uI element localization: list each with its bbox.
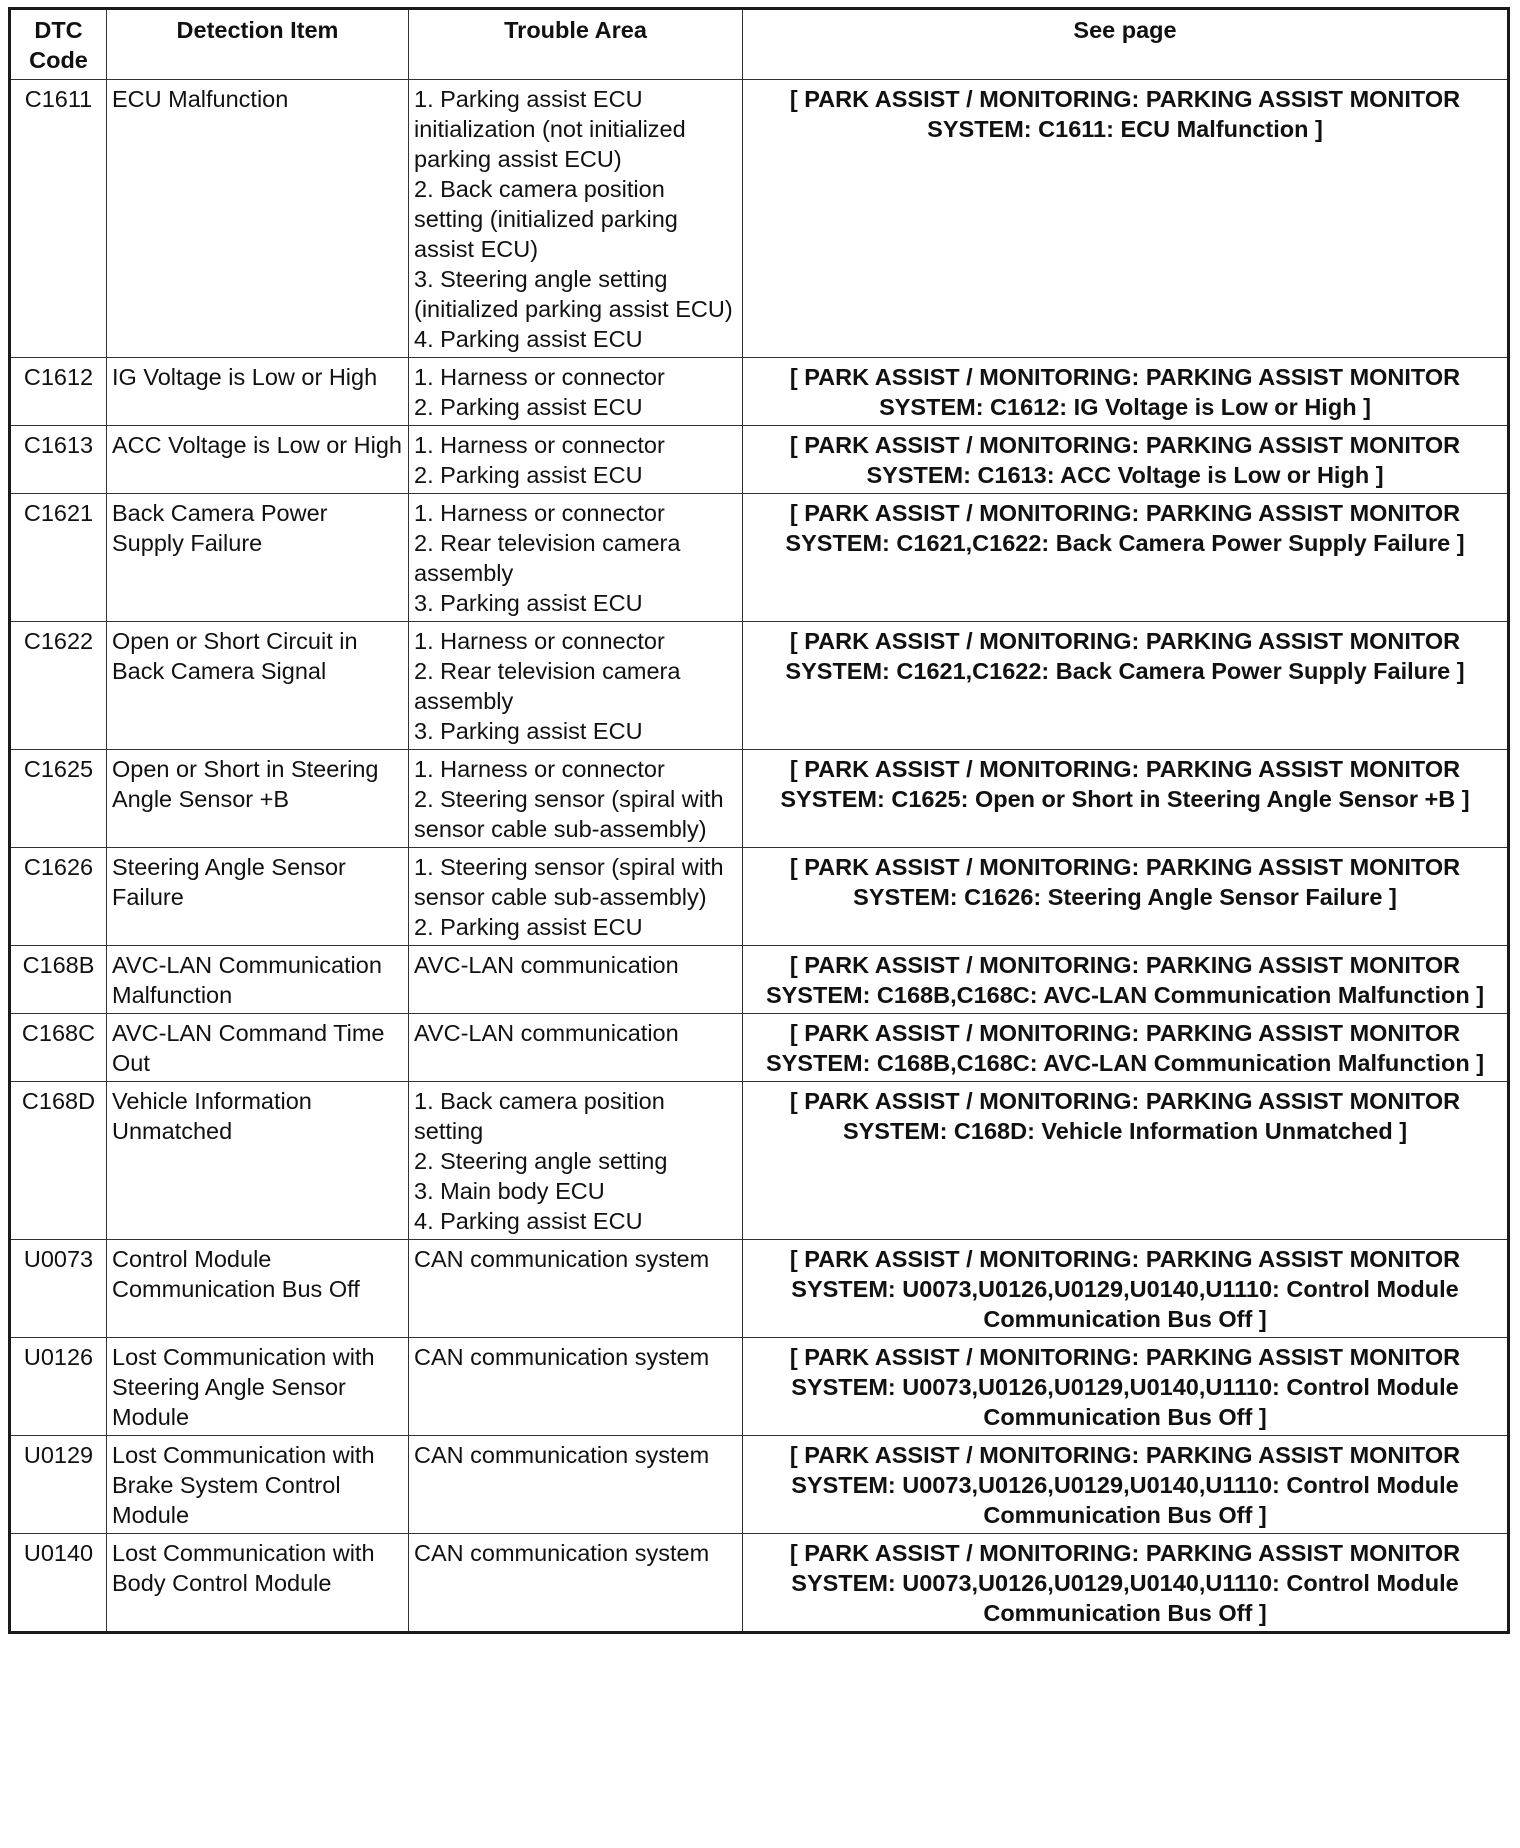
table-row <box>10 358 1509 426</box>
trouble-area <box>409 1338 743 1436</box>
table-row <box>10 80 1509 358</box>
trouble-area-line: 2. Parking assist ECU <box>414 394 643 420</box>
header-dtc-code: DTC Code <box>10 9 107 80</box>
dtc-code: C1622 <box>10 622 107 750</box>
trouble-area-line: 2. Rear television camera assembly <box>414 530 681 586</box>
see-page-link[interactable]: [ PARK ASSIST / MONITORING: PARKING ASSIST MONITOR SYSTEM: C168B,C168C: AVC-LAN Communication Malfunction ] <box>765 952 1485 1008</box>
dtc-code: C168C <box>10 1014 107 1082</box>
see-page-cell <box>743 1534 1509 1633</box>
dtc-code: C1612 <box>10 358 107 426</box>
see-page-cell <box>743 1338 1509 1436</box>
header-trouble-area: Trouble Area <box>409 9 743 80</box>
trouble-area-line: CAN communication system <box>414 1540 710 1566</box>
trouble-area-line: CAN communication system <box>414 1344 710 1370</box>
see-page-cell <box>743 1436 1509 1534</box>
trouble-area-line: 2. Parking assist ECU <box>414 914 643 940</box>
table-row <box>10 1436 1509 1534</box>
table-row <box>10 1014 1509 1082</box>
detection-item: Open or Short in Steering Angle Sensor +B <box>107 750 409 848</box>
table-row <box>10 1082 1509 1240</box>
trouble-area <box>409 622 743 750</box>
detection-item: Control Module Communication Bus Off <box>107 1240 409 1338</box>
trouble-area-line: 1. Steering sensor (spiral with sensor cable sub-assembly) <box>414 854 724 910</box>
trouble-area-line: AVC-LAN communication <box>414 952 679 978</box>
trouble-area-line: 3. Parking assist ECU <box>414 718 643 744</box>
detection-item: Open or Short Circuit in Back Camera Signal <box>107 622 409 750</box>
trouble-area-line: CAN communication system <box>414 1442 710 1468</box>
see-page-cell <box>743 1014 1509 1082</box>
table-row <box>10 622 1509 750</box>
trouble-area-line: 3. Parking assist ECU <box>414 590 643 616</box>
detection-item: Vehicle Information Unmatched <box>107 1082 409 1240</box>
dtc-code: C1611 <box>10 80 107 358</box>
see-page-link[interactable]: [ PARK ASSIST / MONITORING: PARKING ASSIST MONITOR SYSTEM: U0073,U0126,U0129,U0140,U1110: Control Module Communication Bus Off ] <box>789 1442 1461 1528</box>
table-row <box>10 494 1509 622</box>
trouble-area-line: 1. Harness or connector <box>414 432 665 458</box>
detection-item: Lost Communication with Brake System Control Module <box>107 1436 409 1534</box>
trouble-area-line: 2. Back camera position setting (initialized parking assist ECU) <box>414 176 678 262</box>
see-page-cell <box>743 494 1509 622</box>
dtc-code: U0126 <box>10 1338 107 1436</box>
table-row <box>10 1338 1509 1436</box>
trouble-area <box>409 358 743 426</box>
table-row <box>10 426 1509 494</box>
trouble-area-line: 2. Steering sensor (spiral with sensor cable sub-assembly) <box>414 786 724 842</box>
trouble-area-line: 2. Parking assist ECU <box>414 462 643 488</box>
see-page-link[interactable]: [ PARK ASSIST / MONITORING: PARKING ASSIST MONITOR SYSTEM: C1621,C1622: Back Camera Power Supply Failure ] <box>785 628 1465 684</box>
header-row <box>10 9 1509 80</box>
dtc-code: U0129 <box>10 1436 107 1534</box>
see-page-link[interactable]: [ PARK ASSIST / MONITORING: PARKING ASSIST MONITOR SYSTEM: C1621,C1622: Back Camera Power Supply Failure ] <box>785 500 1465 556</box>
see-page-link[interactable]: [ PARK ASSIST / MONITORING: PARKING ASSIST MONITOR SYSTEM: C1625: Open or Short in Steering Angle Sensor +B ] <box>780 756 1470 812</box>
see-page-cell <box>743 358 1509 426</box>
see-page-cell <box>743 946 1509 1014</box>
dtc-code: C1626 <box>10 848 107 946</box>
detection-item: ECU Malfunction <box>107 80 409 358</box>
see-page-cell <box>743 80 1509 358</box>
trouble-area <box>409 1082 743 1240</box>
see-page-link[interactable]: [ PARK ASSIST / MONITORING: PARKING ASSIST MONITOR SYSTEM: C1626: Steering Angle Sensor Failure ] <box>789 854 1461 910</box>
see-page-link[interactable]: [ PARK ASSIST / MONITORING: PARKING ASSIST MONITOR SYSTEM: C168B,C168C: AVC-LAN Communication Malfunction ] <box>765 1020 1485 1076</box>
detection-item: Lost Communication with Steering Angle Sensor Module <box>107 1338 409 1436</box>
dtc-table <box>8 7 1510 1634</box>
trouble-area-line: AVC-LAN communication <box>414 1020 679 1046</box>
trouble-area <box>409 80 743 358</box>
trouble-area-line: 1. Harness or connector <box>414 756 665 782</box>
trouble-area-line: 1. Harness or connector <box>414 628 665 654</box>
trouble-area-line: 1. Harness or connector <box>414 500 665 526</box>
trouble-area-line: 2. Steering angle setting <box>414 1148 668 1174</box>
trouble-area <box>409 1436 743 1534</box>
detection-item: ACC Voltage is Low or High <box>107 426 409 494</box>
see-page-link[interactable]: [ PARK ASSIST / MONITORING: PARKING ASSIST MONITOR SYSTEM: U0073,U0126,U0129,U0140,U1110: Control Module Communication Bus Off ] <box>789 1344 1461 1430</box>
detection-item: AVC-LAN Communication Malfunction <box>107 946 409 1014</box>
trouble-area-line: 4. Parking assist ECU <box>414 326 643 352</box>
trouble-area-line: 4. Parking assist ECU <box>414 1208 643 1234</box>
header-detection-item: Detection Item <box>107 9 409 80</box>
see-page-link[interactable]: [ PARK ASSIST / MONITORING: PARKING ASSIST MONITOR SYSTEM: C168D: Vehicle Information Unmatched ] <box>789 1088 1461 1144</box>
see-page-cell <box>743 1240 1509 1338</box>
see-page-link[interactable]: [ PARK ASSIST / MONITORING: PARKING ASSIST MONITOR SYSTEM: U0073,U0126,U0129,U0140,U1110: Control Module Communication Bus Off ] <box>789 1540 1461 1626</box>
see-page-cell <box>743 622 1509 750</box>
detection-item: Steering Angle Sensor Failure <box>107 848 409 946</box>
dtc-code: C168D <box>10 1082 107 1240</box>
dtc-table-header <box>10 9 1509 80</box>
dtc-code: U0140 <box>10 1534 107 1633</box>
see-page-link[interactable]: [ PARK ASSIST / MONITORING: PARKING ASSIST MONITOR SYSTEM: C1613: ACC Voltage is Low or High ] <box>789 432 1461 488</box>
trouble-area <box>409 1240 743 1338</box>
trouble-area-line: 2. Rear television camera assembly <box>414 658 681 714</box>
trouble-area-line: 3. Main body ECU <box>414 1178 605 1204</box>
trouble-area-line: 1. Back camera position setting <box>414 1088 665 1144</box>
see-page-cell <box>743 750 1509 848</box>
dtc-code: U0073 <box>10 1240 107 1338</box>
see-page-link[interactable]: [ PARK ASSIST / MONITORING: PARKING ASSIST MONITOR SYSTEM: U0073,U0126,U0129,U0140,U1110: Control Module Communication Bus Off ] <box>789 1246 1461 1332</box>
table-row <box>10 1240 1509 1338</box>
trouble-area <box>409 1534 743 1633</box>
see-page-cell <box>743 848 1509 946</box>
trouble-area-line: CAN communication system <box>414 1246 710 1272</box>
trouble-area-line: 1. Harness or connector <box>414 364 665 390</box>
trouble-area-line: 3. Steering angle setting (initialized parking assist ECU) <box>414 266 733 322</box>
trouble-area-line: 1. Parking assist ECU initialization (not initialized parking assist ECU) <box>414 86 686 172</box>
detection-item: AVC-LAN Command Time Out <box>107 1014 409 1082</box>
table-row <box>10 848 1509 946</box>
trouble-area <box>409 750 743 848</box>
dtc-code: C168B <box>10 946 107 1014</box>
dtc-code: C1613 <box>10 426 107 494</box>
trouble-area <box>409 946 743 1014</box>
see-page-cell <box>743 426 1509 494</box>
table-row <box>10 1534 1509 1633</box>
detection-item: Lost Communication with Body Control Module <box>107 1534 409 1633</box>
dtc-code: C1625 <box>10 750 107 848</box>
trouble-area <box>409 1014 743 1082</box>
dtc-table-body <box>10 80 1509 1633</box>
see-page-link[interactable]: [ PARK ASSIST / MONITORING: PARKING ASSIST MONITOR SYSTEM: C1612: IG Voltage is Low or High ] <box>789 364 1461 420</box>
table-row <box>10 750 1509 848</box>
trouble-area <box>409 426 743 494</box>
dtc-code: C1621 <box>10 494 107 622</box>
trouble-area <box>409 494 743 622</box>
detection-item: IG Voltage is Low or High <box>107 358 409 426</box>
see-page-cell <box>743 1082 1509 1240</box>
detection-item: Back Camera Power Supply Failure <box>107 494 409 622</box>
header-see-page: See page <box>743 9 1509 80</box>
table-row <box>10 946 1509 1014</box>
trouble-area <box>409 848 743 946</box>
see-page-link[interactable]: [ PARK ASSIST / MONITORING: PARKING ASSIST MONITOR SYSTEM: C1611: ECU Malfunction ] <box>789 86 1461 142</box>
